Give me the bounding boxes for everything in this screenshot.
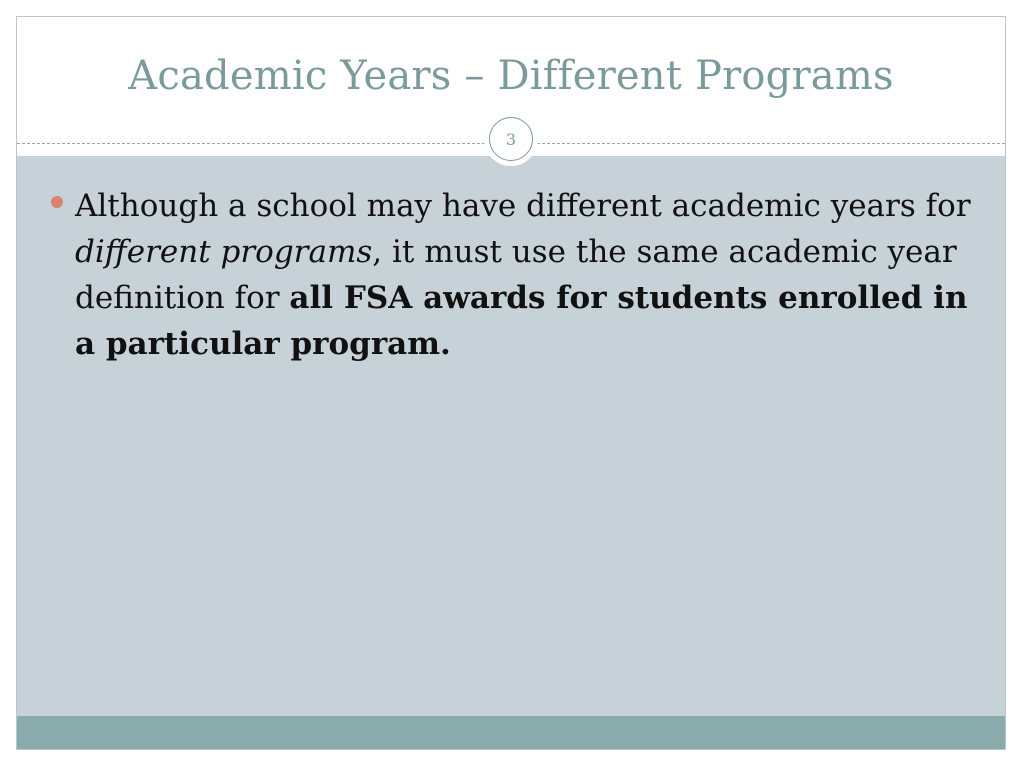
bullet-text-italic: different programs: [75, 234, 373, 270]
bullet-text: [75, 183, 980, 367]
bullet-text-bold: all FSA awards for students enrolled in a particular program.: [75, 280, 968, 362]
footer-bar: [17, 716, 1005, 749]
bullet-text-part-1: Although a school may have different academic years for: [75, 188, 971, 224]
slide-title: Academic Years – Different Programs: [128, 53, 894, 99]
bullet-icon: [51, 196, 63, 208]
slide: [16, 16, 1006, 750]
slide-number-badge: [484, 112, 538, 166]
bullet-text-part-2: , it must use the same academic year definition for: [75, 234, 957, 316]
slide-number: 3: [489, 117, 533, 161]
